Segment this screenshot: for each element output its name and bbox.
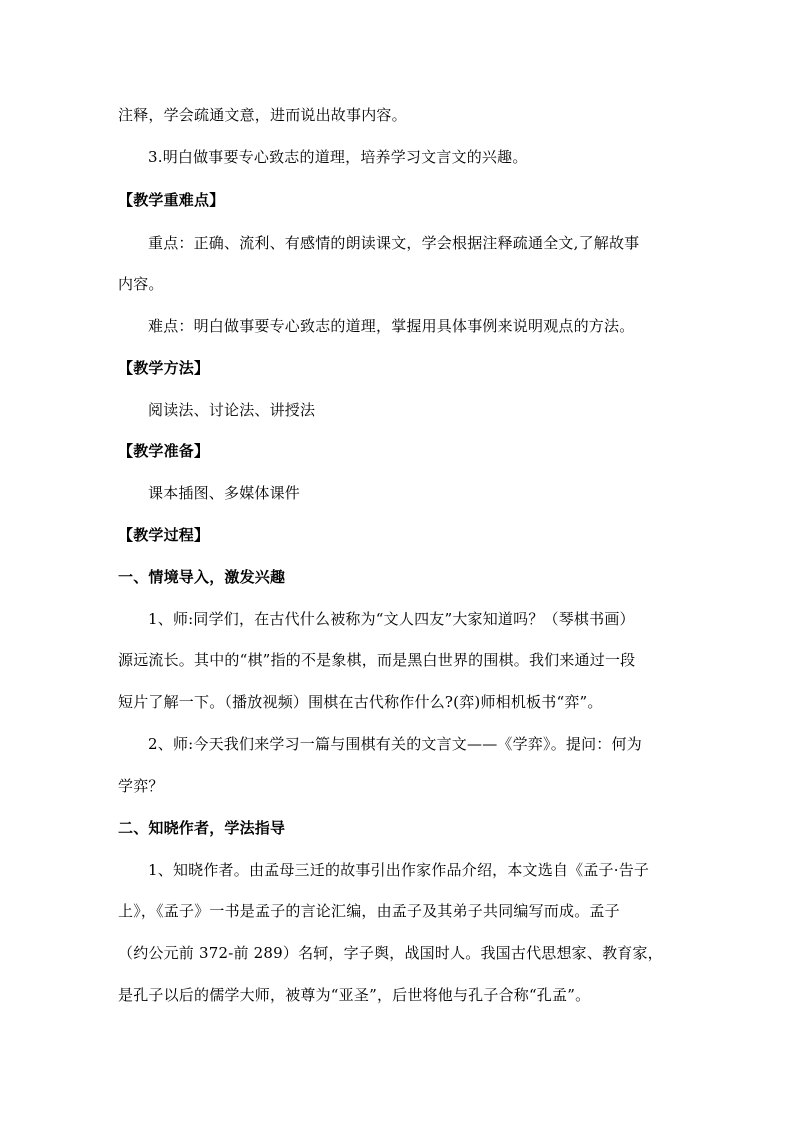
text-line: 学弈？ [118, 777, 164, 795]
text-line: 课本插图、多媒体课件 [148, 484, 301, 502]
text-line: （约公元前 372-前 289）名轲，字子舆，战国时人。我国古代思想家、教育家， [118, 944, 663, 962]
text-line: 2、师:今天我们来学习一篇与围棋有关的文言文——《学弈》。提问：何为 [148, 735, 642, 753]
text-line: 上》，《孟子》一书是孟子的言论汇编，由孟子及其弟子共同编写而成。孟子 [118, 902, 620, 920]
text-line: 源远流长。其中的“棋”指的不是象棋，而是黑白世界的围棋。我们来通过一段 [118, 651, 636, 669]
section-heading: 【教学过程】 [118, 526, 210, 544]
text-line: 短片了解一下。（播放视频）围棋在古代称作什么?(弈)师相机板书“弈”。 [118, 693, 603, 711]
section-heading: 【教学准备】 [118, 442, 210, 460]
text-line: 1、师:同学们，在古代什么被称为“文人四友”大家知道吗？（琴棋书画） [148, 610, 635, 628]
text-line: 注释，学会疏通文意，进而说出故事内容。 [118, 106, 407, 124]
text-line: 1、知晓作者。由孟母三迁的故事引出作家作品介绍，本文选自《孟子·告子 [148, 861, 650, 879]
text-line: 难点：明白做事要专心致志的道理，掌握用具体事例来说明观点的方法。 [148, 317, 635, 335]
subsection-heading: 一、情境导入，激发兴趣 [118, 568, 286, 586]
subsection-heading: 二、知晓作者，学法指导 [118, 819, 286, 837]
text-line: 是孔子以后的儒学大师，被尊为“亚圣”，后世将他与孔子合称“孔孟”。 [118, 986, 591, 1004]
section-heading: 【教学方法】 [118, 359, 210, 377]
section-heading: 【教学重难点】 [118, 191, 225, 209]
text-line: 3.明白做事要专心致志的道理，培养学习文言文的兴趣。 [148, 148, 528, 166]
text-line: 重点：正确、流利、有感情的朗读课文，学会根据注释疏通全文,了解故事 [148, 234, 640, 252]
text-line: 内容。 [118, 275, 164, 293]
text-line: 阅读法、讨论法、讲授法 [148, 401, 316, 419]
